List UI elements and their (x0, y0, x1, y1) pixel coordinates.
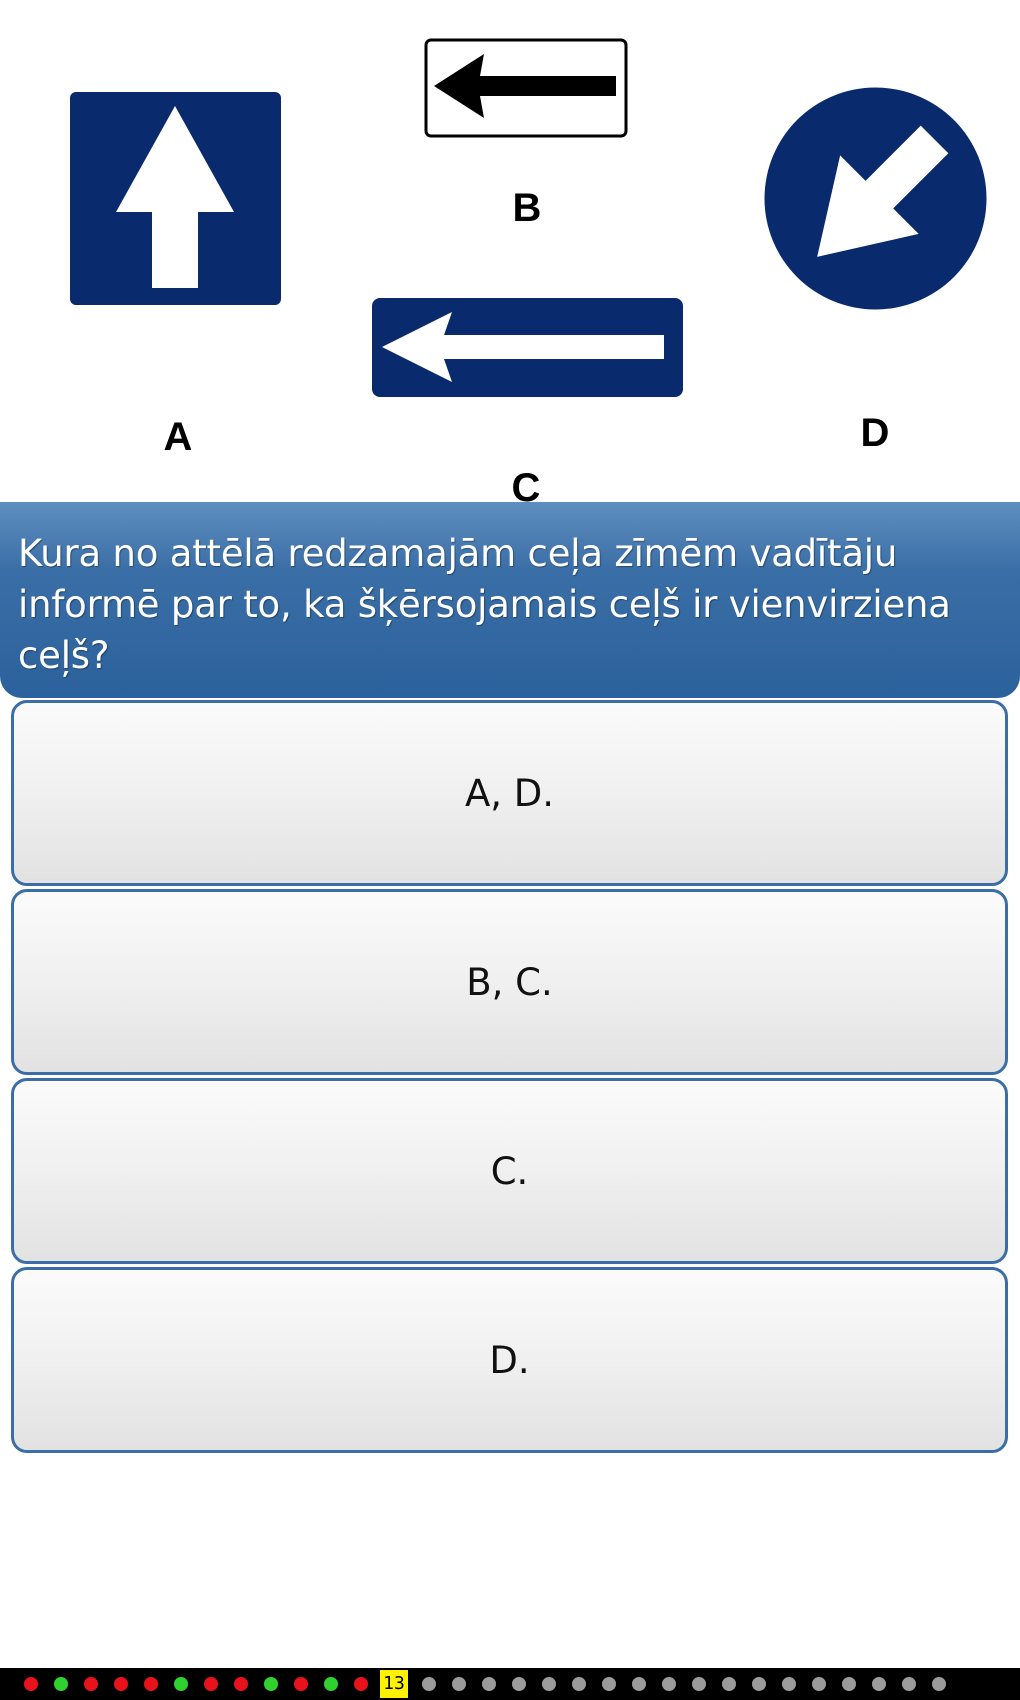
progress-dot-wrong (114, 1677, 128, 1691)
answer-label: D. (489, 1338, 530, 1382)
sign-a-one-way-up-icon (70, 92, 281, 305)
sign-d-keep-left-icon (763, 86, 988, 311)
answer-label: C. (490, 1149, 529, 1193)
progress-dot-wrong (204, 1677, 218, 1691)
progress-dot-pending (902, 1677, 916, 1691)
progress-dot-pending (662, 1677, 676, 1691)
sign-c-one-way-left-icon (372, 298, 683, 397)
progress-dot-pending (782, 1677, 796, 1691)
progress-dot-wrong (234, 1677, 248, 1691)
current-question-number: 13 (380, 1670, 408, 1698)
answer-button-1[interactable] (11, 700, 1008, 886)
progress-dot-pending (932, 1677, 946, 1691)
progress-dot-wrong (144, 1677, 158, 1691)
progress-dot-pending (842, 1677, 856, 1691)
progress-dot-pending (872, 1677, 886, 1691)
answer-label: B, C. (466, 960, 553, 1004)
answer-button-3[interactable] (11, 1078, 1008, 1264)
progress-dot-wrong (294, 1677, 308, 1691)
progress-dot-pending (752, 1677, 766, 1691)
progress-dot-correct (174, 1677, 188, 1691)
progress-dot-correct (54, 1677, 68, 1691)
answer-button-4[interactable] (11, 1267, 1008, 1453)
progress-dot-wrong (354, 1677, 368, 1691)
progress-dot-pending (722, 1677, 736, 1691)
progress-dot-pending (542, 1677, 556, 1691)
question-image (0, 0, 1020, 502)
progress-dot-pending (512, 1677, 526, 1691)
progress-dot-wrong (84, 1677, 98, 1691)
progress-dot-pending (812, 1677, 826, 1691)
question-text: Kura no attēlā redzamajām ceļa zīmēm vadītāju informē par to, ka šķērsojamais ceļš ir vienvirziena ceļš? (18, 532, 951, 677)
sign-d-label: D (860, 411, 890, 455)
answer-button-2[interactable] (11, 889, 1008, 1075)
answer-label: A, D. (464, 771, 555, 815)
progress-dot-pending (422, 1677, 436, 1691)
progress-dot-pending (482, 1677, 496, 1691)
sign-a-label: A (163, 415, 193, 459)
progress-dot-wrong (24, 1677, 38, 1691)
progress-dot-pending (452, 1677, 466, 1691)
sign-c-label: C (511, 466, 541, 502)
progress-dot-pending (692, 1677, 706, 1691)
answer-list (11, 700, 1008, 1456)
progress-dot-correct (264, 1677, 278, 1691)
sign-b-label: B (512, 186, 542, 230)
progress-dot-pending (632, 1677, 646, 1691)
progress-dot-pending (572, 1677, 586, 1691)
progress-bar (0, 1668, 1020, 1700)
progress-dot-pending (602, 1677, 616, 1691)
sign-b-arrow-left-icon (424, 38, 628, 138)
question-banner (0, 502, 1020, 698)
progress-dot-correct (324, 1677, 338, 1691)
